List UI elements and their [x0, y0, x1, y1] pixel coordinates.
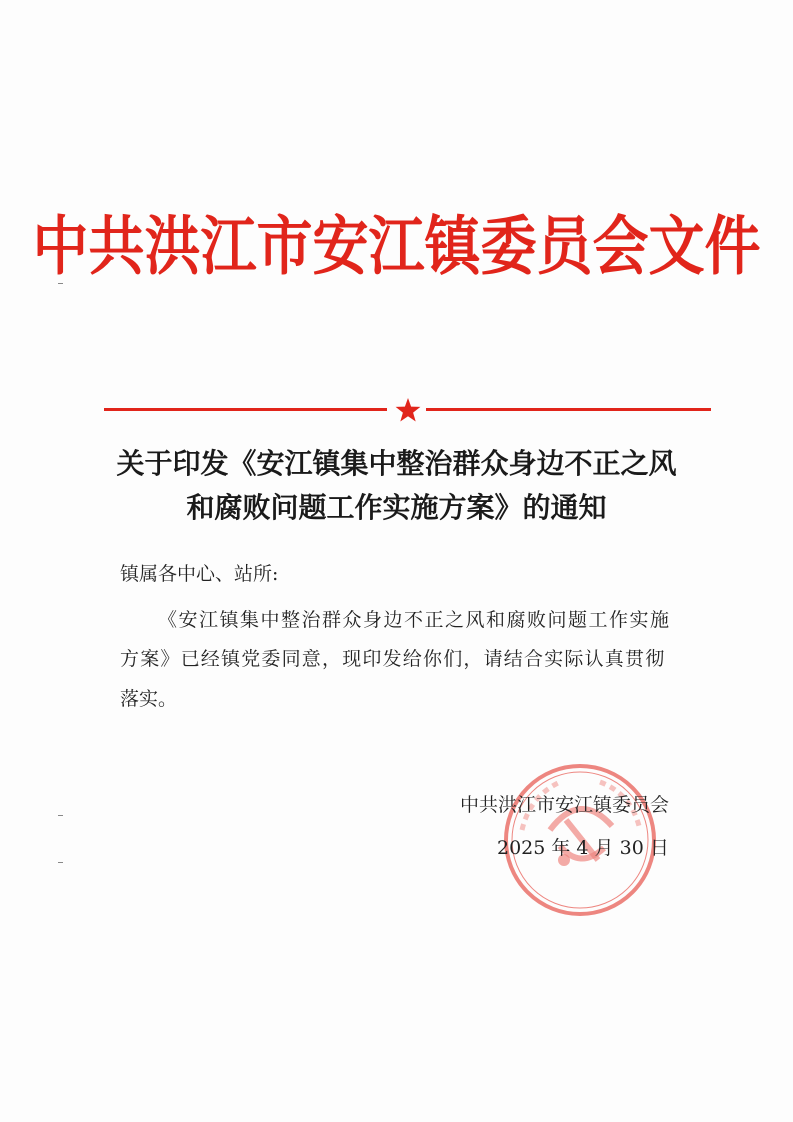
binding-mark — [58, 862, 63, 863]
signing-organization: 中共洪江市安江镇委员会 — [460, 794, 670, 816]
signing-date: 2025 年 4 月 30 日 — [497, 837, 669, 859]
divider-line-left — [104, 408, 387, 411]
notice-title-line-1: 关于印发《安江镇集中整治群众身边不正之风 — [116, 447, 677, 480]
star-icon — [395, 398, 421, 422]
notice-title-line-2: 和腐败问题工作实施方案》的通知 — [186, 491, 607, 524]
binding-mark — [58, 815, 63, 816]
document-masthead: 中共洪江市安江镇委员会文件 — [32, 208, 761, 285]
red-divider — [104, 398, 711, 422]
salutation: 镇属各中心、站所: — [120, 563, 279, 585]
body-paragraph-line: 方案》已经镇党委同意，现印发给你们，请结合实际认真贯彻 — [120, 648, 666, 670]
body-paragraph-line: 《安江镇集中整治群众身边不正之风和腐败问题工作实施 — [158, 609, 671, 631]
body-paragraph-line: 落实。 — [120, 688, 178, 710]
divider-line-right — [426, 408, 711, 411]
